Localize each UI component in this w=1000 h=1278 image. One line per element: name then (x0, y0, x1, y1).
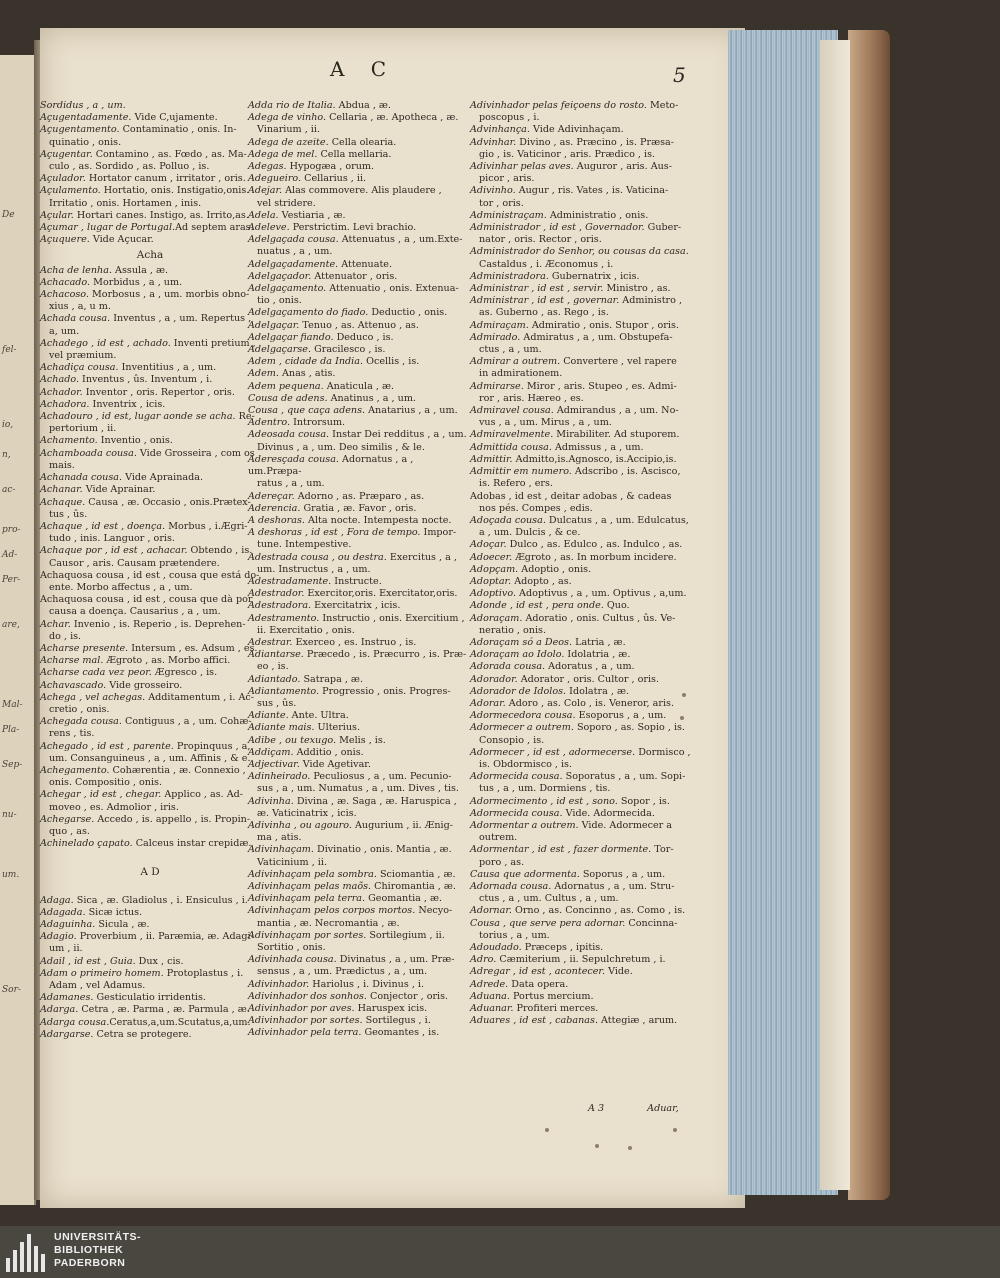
dictionary-entry: Adiante mais. Ulterius. (248, 722, 361, 734)
dictionary-entry: Adeleve. Perstrictim. Levi brachio. (248, 222, 417, 234)
dictionary-entry: Adail , id est , Guia. Dux , cis. (40, 955, 184, 967)
dictionary-entry: Acha de lenha. Assula , æ. (40, 264, 169, 276)
left-page-fragment: Mal- (2, 700, 23, 710)
dictionary-entry: Adoptivo. Adoptivus , a , um. Optivus , a,um. (470, 588, 687, 600)
dictionary-entry: Adivinhador pelas feiçoens do rosto. Meto- poscopus , i. (470, 100, 679, 124)
left-page-fragment: De (2, 210, 15, 220)
dictionary-entry: Sordidus , a , um. (40, 100, 126, 111)
dictionary-entry: Açugentadamente. Vide C,ujamente. (40, 112, 218, 124)
dictionary-entry: Admiraçam. Admiratio , onis. Stupor , oris. (470, 319, 679, 331)
catchword: Aduar, (647, 1103, 679, 1114)
dictionary-entry: Adivinhador. Hariolus , i. Divinus , i. (248, 978, 425, 990)
dictionary-entry: Admittir. Admitto,is.Agnosco, is.Accipio,is. (470, 453, 677, 465)
dictionary-entry: Adivinhaçam pelos corpos mortos. Necyo- mantia , æ. Necromantia , æ. (248, 905, 453, 929)
dictionary-entry: Adagio. Proverbium , ii. Paræmia, æ. Adagi- um , ii. (40, 931, 254, 955)
dictionary-entry: Adelgaçador. Attenuator , oris. (248, 270, 398, 282)
dictionary-entry: Admirar a outrem. Convertere , vel rapere in admirationem. (470, 356, 677, 380)
left-page-fragment: io, (2, 420, 14, 430)
dictionary-entry: Addiçam. Additio , onis. (248, 746, 364, 758)
library-name (54, 1231, 141, 1270)
dictionary-entry: Adentro. Introrsum. (248, 417, 346, 429)
dictionary-entry: Adivinhar pelas aves. Auguror , aris. Aus- picor , aris. (470, 161, 672, 185)
dictionary-entry: Adoçar. Dulco , as. Edulco , as. Indulco , as. (470, 539, 683, 551)
dictionary-entry: Adelgaçamento. Attenuatio , onis. Extenua- tio , onis. (248, 283, 459, 307)
dictionary-entry: Adormentar a outrem. Vide. Adormecer a outrem. (470, 819, 673, 844)
dictionary-entry: Adivinhaçam pelas maõs. Chiromantia , æ. (248, 881, 456, 892)
dictionary-entry: Adornar. Orno , as. Concinno , as. Como , is. (470, 905, 686, 917)
left-page-fragment: Sep- (2, 760, 23, 770)
dictionary-entry: Achegamento. Cohærentia , æ. Connexio , onis. Compositio , onis. (40, 764, 246, 789)
dictionary-entry: Adivinha. Divina , æ. Saga , æ. Haruspica , æ. Vaticinatrix , icis. (248, 795, 457, 819)
dictionary-entry: Adelgaçarse. Gracilesco , is. (248, 344, 386, 356)
dictionary-entry: Adivinha , ou agouro. Augurium , ii. Ænig- ma , atis. (248, 819, 453, 844)
dictionary-entry: Adregar , id est , acontecer. Vide. (470, 966, 633, 978)
dictionary-entry: Adro. Cæmiterium , ii. Sepulchretum , i. (470, 954, 666, 966)
dictionary-entry: Adormecida cousa. Vide. Adormecida. (470, 807, 655, 819)
dictionary-entry: Adagada. Sicæ ictus. (40, 906, 143, 918)
dictionary-entry: Adereçar. Adorno , as. Præparo , as. (248, 490, 425, 502)
dictionary-entry: Adoraçam. Adoratio , onis. Cultus , ûs. Ve- neratio , onis. (470, 612, 676, 636)
dictionary-entry: Adiante. Ante. Ultra. (248, 710, 349, 722)
dictionary-entry: Achaque. Causa , æ. Occasio , onis.Prætex- tus , ûs. (40, 496, 251, 520)
section-heading: Acha (136, 249, 164, 262)
dictionary-entry: Adegueiro. Cellarius , ii. (248, 173, 367, 185)
dictionary-entry: Adormecer a outrem. Soporo , as. Sopio , is. Consopio , is. (470, 722, 685, 746)
dictionary-entry: Adormentar , id est , fazer dormente. Tor- poro , as. (470, 844, 674, 868)
dictionary-entry: Achegar , id est , chegar. Applico , as. Ad- moveo , es. Admolior , iris. (40, 789, 244, 813)
dictionary-entry: Aduana. Portus mercium. (470, 990, 594, 1002)
dictionary-entry: Adestradamente. Instructe. (248, 575, 382, 587)
dictionary-entry: A deshoras , id est , Fora de tempo. Impor- tune. Intempestive. (248, 527, 457, 551)
dictionary-entry: Adivinhaçam pela terra. Geomantia , æ. (248, 893, 443, 905)
dictionary-entry: Adorar. Adoro , as. Colo , is. Veneror, aris. (470, 697, 675, 709)
dictionary-entry: Acharse mal. Ægroto , as. Morbo affici. (40, 655, 231, 667)
dictionary-entry: Adega de vinho. Cellaria , æ. Apotheca , æ. Vinarium , ii. (248, 112, 459, 136)
library-name-line-2: BIBLIOTHEK (54, 1244, 124, 1256)
dictionary-entry: Adelgaçamento do fiado. Deductio , onis. (248, 307, 448, 319)
dictionary-entry: Advinhança. Vide Adivinhaçam. (470, 124, 624, 136)
dictionary-entry: Adestramento. Instructio , onis. Exercitium , ii. Exercitatio , onis. (248, 612, 465, 636)
running-head: A C (330, 57, 397, 81)
dictionary-entry: Admiravelmente. Mirabiliter. Ad stuporem. (470, 429, 680, 441)
dictionary-entry: Achegada cousa. Contiguus , a , um. Cohæ- rens , tis. (40, 716, 252, 740)
dictionary-entry: Advinhar. Divino , as. Præcino , is. Præsa- gio , is. Vaticinor , aris. Prædico , is. (470, 136, 675, 160)
dictionary-entry: Administrador do Senhor, ou cousas da casa. Castaldus , i. Æconomus , i. (470, 246, 689, 270)
dictionary-entry: Achega , vel achegas. Additamentum , i. Ac- cretio , onis. (40, 691, 255, 715)
dictionary-entry: Achado. Inventus , ûs. Inventum , i. (40, 374, 213, 386)
dictionary-entry: Achaquosa cousa , id est , cousa que está do- ente. Morbo affectus , a , um. (40, 569, 260, 593)
column-2 (248, 100, 468, 1040)
dictionary-entry: Admirado. Admiratus , a , um. Obstupefa- ctus , a , um. (470, 331, 673, 356)
dictionary-entry: Achanada cousa. Vide Aprainada. (40, 472, 204, 484)
left-page-fragment: Ad- (2, 550, 18, 560)
dictionary-entry: Adoraçam ao Idolo. Idolatria , æ. (470, 649, 631, 661)
dictionary-entry: Adivinhaçam por sortes. Sortilegium , ii. Sortitio , onis. (248, 929, 445, 954)
page-footer-marks (588, 1103, 719, 1114)
dictionary-entry: Açulamento. Hortatio, onis. Instigatio,onis. Irritatio , onis. Hortamen , inis. (40, 185, 250, 209)
dictionary-entry: Achadiça cousa. Inventitius , a , um. (40, 362, 217, 374)
dictionary-entry: Adobas , id est , deitar adobas , & cadeas nos pés. Compes , edis. (470, 490, 672, 514)
dictionary-entry: Admirarse. Miror , aris. Stupeo , es. Admi- ror , aris. Hæreo , es. (470, 380, 677, 404)
dictionary-entry: Administrar , id est , servir. Ministro , as. (470, 283, 671, 295)
dictionary-entry: Adda rio de Italia. Abdua , æ. (248, 100, 391, 111)
dictionary-entry: Cousa , que serve pera adornar. Concinna- torius , a , um. (470, 917, 678, 941)
dictionary-entry: Achaque por , id est , achacar. Obtendo , is. Causor , aris. Causam prætendere. (40, 545, 253, 569)
dictionary-entry: Adornada cousa. Adornatus , a , um. Stru- ctus , a , um. Cultus , a , um. (470, 881, 675, 905)
left-page-fragment: are, (2, 620, 20, 630)
dictionary-entry: Achacoso. Morbosus , a , um. morbis obno- xius , a, u m. (40, 289, 250, 313)
dictionary-entry: Açugentamento. Contaminatio , onis. In- quinatio , onis. (40, 124, 237, 148)
library-logo-icon (6, 1234, 48, 1272)
dictionary-entry: Adam o primeiro homem. Protoplastus , i. Adam , vel Adamus. (40, 967, 244, 992)
dictionary-entry: Achacado. Morbidus , a , um. (40, 276, 183, 288)
dictionary-entry: Achinelado çapato. Calceus instar crepidæ. (40, 838, 252, 850)
dictionary-entry: Aduares , id est , cabanas. Attegiæ , arum. (470, 1015, 678, 1027)
dictionary-entry: Adivinhaçam pela sombra. Sciomantia , æ. (248, 868, 456, 880)
left-page-edge (0, 55, 36, 1205)
dictionary-entry: Admittida cousa. Admissus , a , um. (470, 441, 644, 453)
library-footer (0, 1226, 1000, 1278)
dictionary-entry: Adestradora. Exercitatrix , icis. (248, 600, 401, 612)
dictionary-entry: Adamanes. Gesticulatio irridentis. (40, 992, 206, 1004)
dictionary-entry: Açugentar. Contamino , as. Fœdo , as. Ma- culo , as. Sordido , as. Polluo , is. (40, 148, 247, 173)
dictionary-entry: Adormecimento , id est , sono. Sopor , is. (470, 795, 670, 807)
dictionary-entry: Adaguinha. Sicula , æ. (40, 919, 150, 930)
dictionary-entry: Adivinhador por aves. Haruspex icis. (248, 1003, 428, 1015)
dictionary-entry: Administradora. Gubernatrix , icis. (470, 270, 640, 282)
signature-mark: A 3 (588, 1103, 605, 1114)
left-page-fragment: Pla- (2, 725, 20, 735)
dictionary-entry: Adela. Vestiaria , æ. (248, 209, 346, 221)
dictionary-entry: Adormecer , id est , adormecerse. Dormisco , is. Obdormisco , is. (470, 746, 691, 770)
dictionary-entry: Adeosada cousa. Instar Dei redditus , a , um. Divinus , a , um. Deo similis , & le. (248, 429, 467, 453)
library-name-line-3: PADERBORN (54, 1257, 126, 1269)
dictionary-entry: Adestrador. Exercitor,oris. Exercitator,oris. (248, 588, 458, 600)
dictionary-entry: Cousa , que caça adens. Anatarius , a , um. (248, 405, 458, 417)
dictionary-entry: Achamboada cousa. Vide Grosseira , com os mais. (40, 447, 255, 471)
dictionary-entry: Adivinho. Augur , ris. Vates , is. Vaticina- tor , oris. (470, 185, 669, 209)
dictionary-entry: Achavascado. Vide grosseiro. (40, 679, 183, 691)
dictionary-entry: Achadora. Inventrix , icis. (40, 398, 166, 410)
dictionary-entry: Achada cousa. Inventus , a , um. Repertus , a, um. (40, 313, 252, 337)
dictionary-entry: Adem , cidade da India. Ocellis , is. (248, 356, 420, 368)
dictionary-entry: Açulador. Hortator canum , irritator , oris. (40, 173, 246, 185)
dictionary-entry: Adoptar. Adopto , as. (470, 575, 572, 587)
dictionary-entry: Adonde , id est , pera onde. Quo. (470, 600, 630, 612)
left-page-fragment: fel- (2, 345, 17, 355)
dictionary-entry: Acharse cada vez peor. Ægresco , is. (40, 667, 218, 679)
dictionary-entry: Adega de azeite. Cella olearia. (248, 136, 397, 148)
dictionary-entry: Adiantamento. Progressio , onis. Progres- sus , ûs. (248, 685, 451, 709)
dictionary-entry: Adivinhada cousa. Divinatus , a , um. Præ- sensus , a , um. Prædictus , a , um. (248, 954, 455, 978)
left-page-fragment: Sor- (2, 985, 21, 995)
dictionary-entry: Aderencia. Gratia , æ. Favor , oris. (248, 502, 417, 514)
book-cover-edge (848, 30, 890, 1200)
dictionary-entry: Adelgaçar fiando. Deduco , is. (248, 331, 394, 343)
left-page-fragment: ac- (2, 485, 16, 495)
dictionary-entry: Adorada cousa. Adoratus , a , um. (470, 661, 635, 673)
dictionary-entry: Aderesçada cousa. Adornatus , a , um.Præpa- ratus , a , um. (248, 453, 414, 490)
dictionary-entry: Aduanar. Profiteri merces. (470, 1003, 599, 1015)
dictionary-entry: Adibe , ou texugo. Melis , is. (248, 734, 386, 746)
dictionary-entry: Achaquosa cousa , id est , cousa que dà por causa a doença. Causarius , a , um. (40, 594, 253, 618)
page-block-fade (820, 40, 850, 1190)
section-heading: A D (140, 866, 160, 879)
dictionary-entry: Achegarse. Accedo , is. appello , is. Propin- quo , as. (40, 813, 251, 837)
dictionary-entry: Adivinhador pela terra. Geomantes , is. (248, 1027, 440, 1039)
dictionary-entry: Adjectivar. Vide Agetivar. (248, 758, 371, 770)
dictionary-entry: Adoudado. Præceps , ipitis. (470, 942, 604, 954)
dictionary-entry: Adargarse. Cetra se protegere. (40, 1028, 192, 1040)
dictionary-entry: Acharse presente. Intersum , es. Adsum , es. (40, 642, 258, 654)
dictionary-entry: Adelgaçada cousa. Attenuatus , a , um.Exte- nuatus , a , um. (248, 234, 463, 258)
column-1 (40, 100, 260, 1041)
dictionary-entry: Açumar , lugar de Portugal.Ad septem aras. (40, 222, 254, 234)
dictionary-entry: Achanar. Vide Aprainar. (40, 484, 156, 496)
dictionary-entry: Adem pequena. Anaticula , æ. (248, 380, 395, 392)
column-3 (470, 100, 695, 1027)
dictionary-entry: Adrede. Data opera. (470, 978, 569, 990)
dictionary-entry: Adestrada cousa , ou destra. Exercitus , a , um. Instructus , a , um. (248, 551, 457, 575)
dictionary-entry: Adem. Anas , atis. (248, 368, 336, 380)
dictionary-entry: Adormecedora cousa. Esoporus , a , um. (470, 710, 667, 722)
dictionary-entry: Adoecer. Ægroto , as. In morbum incidere. (470, 551, 677, 563)
dictionary-entry: Adaga. Sica , æ. Gladiolus , i. Ensiculus , i. (40, 894, 248, 906)
dictionary-entry: Adiantado. Satrapa , æ. (248, 673, 364, 685)
dictionary-entry: Administrador , id est , Governador. Guber- nator , oris. Rector , oris. (470, 222, 682, 246)
dictionary-entry: Adivinhador dos sonhos. Conjector , oris. (248, 990, 449, 1002)
dictionary-entry: Achadouro , id est, lugar aonde se acha. Re- pertorium , ii. (40, 411, 255, 435)
dictionary-entry: Adestrar. Exerceo , es. Instruo , is. (248, 636, 417, 648)
dictionary-entry: Administrar , id est , governar. Administro , as. Guberno , as. Rego , is. (470, 295, 683, 319)
dictionary-entry: Adoraçam só a Deos. Latria , æ. (470, 636, 626, 648)
left-page-fragment: n, (2, 450, 11, 460)
dictionary-entry: Adarga. Cetra , æ. Parma , æ. Parmula , æ. (40, 1004, 250, 1016)
left-page-fragment: um. (2, 870, 20, 880)
dictionary-entry: Achegado , id est , parente. Propinquus , a, um. Consanguineus , a , um. Affinis , & e. (40, 740, 251, 764)
dictionary-entry: Açular. Hortari canes. Instigo, as. Irrito,as. (40, 209, 249, 221)
dictionary-entry: Admittir em numero. Adscribo , is. Ascisco, is. Refero , ers. (470, 466, 681, 490)
dictionary-entry: Adopçam. Adoptio , onis. (470, 563, 592, 575)
left-page-fragment: Per- (2, 575, 21, 585)
dictionary-entry: Adoçada cousa. Dulcatus , a , um. Edulcatus, a , um. Dulcis , & ce. (470, 514, 689, 539)
dictionary-entry: Adivinhaçam. Divinatio , onis. Mantia , æ. Vaticinium , ii. (248, 844, 452, 868)
dictionary-entry: Adarga cousa.Ceratus,a,um.Scutatus,a,um. (40, 1016, 251, 1028)
left-page-fragment: pro- (2, 525, 21, 535)
dictionary-entry: Adega de mel. Cella mellaria. (248, 148, 392, 160)
dictionary-entry: Achaque , id est , doença. Morbus , i.Ægri- tudo , inis. Languor , oris. (40, 520, 248, 545)
dictionary-entry: Adivinhador por sortes. Sortilegus , i. (248, 1015, 431, 1027)
library-name-line-1: UNIVERSITÄTS- (54, 1231, 142, 1243)
dictionary-entry: Adejar. Alas commovere. Alis plaudere , vel stridere. (248, 185, 442, 209)
dictionary-entry: Adorador. Adorator , oris. Cultor , oris. (470, 673, 660, 685)
left-page-fragment: nu- (2, 810, 17, 820)
dictionary-entry: Adelgaçadamente. Attenuate. (248, 258, 393, 270)
dictionary-entry: Adormecida cousa. Soporatus , a , um. Sopi- tus , a , um. Dormiens , tis. (470, 771, 686, 795)
dictionary-entry: Adorador de Idolos. Idolatra , æ. (470, 685, 630, 697)
dictionary-entry: Adelgaçar. Tenuo , as. Attenuo , as. (248, 319, 419, 331)
dictionary-entry: Causa que adormenta. Soporus , a , um. (470, 868, 666, 880)
dictionary-entry: Cousa de adens. Anatinus , a , um. (248, 392, 416, 404)
dictionary-entry: Achador. Inventor , oris. Repertor , oris. (40, 386, 235, 398)
page-number: 5 (673, 63, 686, 87)
dictionary-entry: Adiantarse. Præcedo , is. Præcurro , is. Præ- eo , is. (248, 649, 467, 673)
dictionary-entry: Adegas. Hypogæa , orum. (248, 161, 375, 173)
dictionary-entry: Admiravel cousa. Admirandus , a , um. No- vus , a , um. Mirus , a , um. (470, 405, 679, 429)
dictionary-entry: Achamento. Inventio , onis. (40, 435, 173, 447)
dictionary-entry: A deshoras. Alta nocte. Intempesta nocte. (248, 514, 452, 526)
dictionary-entry: Administraçam. Administratio , onis. (470, 209, 649, 221)
dictionary-entry: Adinheirado. Peculiosus , a , um. Pecunio- sus , a , um. Numatus , a , um. Dives , tis. (248, 771, 459, 795)
dictionary-entry: Achar. Invenio , is. Reperio , is. Deprehen- do , is. (40, 618, 246, 642)
dictionary-entry: Achadego , id est , achado. Inventi pretium , vel præmium. (40, 337, 256, 362)
dictionary-entry: Açuquere. Vide Açucar. (40, 234, 154, 246)
